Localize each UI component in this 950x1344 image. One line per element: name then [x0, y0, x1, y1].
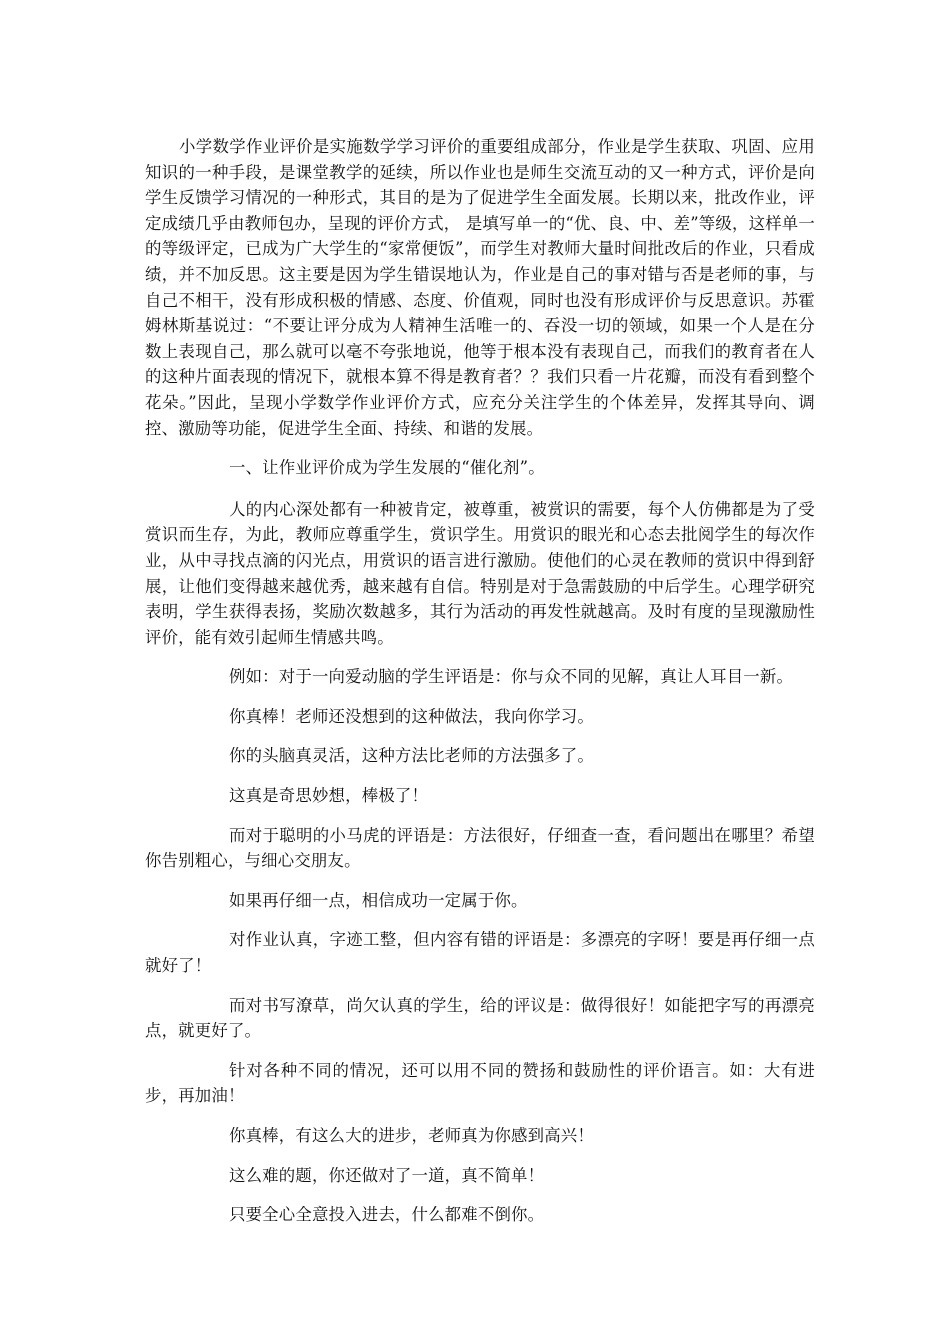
- example-paragraph: 如果再仔细一点，相信成功一定属于你。: [229, 890, 528, 910]
- body-paragraph: 人的内心深处都有一种被肯定，被尊重，被赏识的需要，每个人仿佛都是为了受赏识而生存，为此，教师应尊重学生，赏识学生。用赏识的眼光和心态去批阅学生的每次作业，从中寻找点滴的闪光点，用赏识的语言进行激励。使他们的心灵在教师的赏识中得到舒展，让他们变得越来越优秀，越来越有自信。特别是对于急需鼓励的中后学生。心理学研究表明，学生获得表扬，奖励次数越多，其行为活动的再发性就越高。及时有度的呈现激励性评价，能有效引起师生情感共鸣。: [145, 499, 815, 647]
- example-paragraph: 针对各种不同的情况，还可以用不同的赞扬和鼓励性的评价语言。如：大有进步，再加油！: [145, 1060, 815, 1106]
- example-paragraph: 你真棒，有这么大的进步，老师真为你感到高兴！: [229, 1126, 594, 1145]
- example-paragraph: 你真棒！老师还没想到的这种做法，我向你学习。: [229, 706, 594, 726]
- example-paragraph: 对作业认真，字迹工整，但内容有错的评语是：多漂亮的字呀！要是再仔细一点就好了！: [145, 930, 815, 976]
- example-paragraph: 而对于聪明的小马虎的评语是：方法很好，仔细查一查，看问题出在哪里？希望你告别粗心，与细心交朋友。: [145, 825, 815, 871]
- example-paragraph: 例如：对于一向爱动脑的学生评语是：你与众不同的见解，真让人耳目一新。: [229, 667, 794, 687]
- example-paragraph: 这真是奇思妙想，棒极了！: [229, 786, 429, 806]
- document-body: [145, 134, 815, 1228]
- example-paragraph: 只要全心全意投入进去，什么都难不倒你。: [229, 1205, 545, 1225]
- example-paragraph: 你的头脑真灵活，这种方法比老师的方法强多了。: [229, 746, 594, 766]
- section-heading: 一、让作业评价成为学生发展的“催化剂”。: [229, 458, 545, 478]
- example-paragraph: 这么难的题，你还做对了一道，真不简单！: [229, 1165, 545, 1185]
- intro-paragraph: 小学数学作业评价是实施数学学习评价的重要组成部分，作业是学生获取、巩固、应用知识的一种手段，是课堂教学的延续，所以作业也是师生交流互动的又一种方式，评价是向学生反馈学习情况的一种形式，其目的是为了促进学生全面发展。长期以来，批改作业，评定成绩几乎由教师包办，呈现的评价方式， 是填写单一的“优、良、中、差”等级，这样单一的等级评定，已成为广大学生的“家常便饭”，而学生对教师大量时间批改后的作业，只看成绩，并不加反思。这主要是因为学生错误地认为，作业是自己的事对错与否是老师的事，与自己不相干，没有形成积极的情感、态度、价值观，同时也没有形成评价与反思意识。苏霍姆林斯基说过：“不要让评分成为人精神生活唯一的、吞没一切的领域，如果一个人是在分数上表现自己，那么就可以毫不夸张地说，他等于根本没有表现自己，而我们的教育者在人的这种片面表现的情况下，就根本算不得是教育者？？我们只看一片花瓣，而没有看到整个花朵。”因此，呈现小学数学作业评价方式，应充分关注学生的个体差异，发挥其导向、调控、激励等功能，促进学生全面、持续、和谐的发展。: [145, 137, 815, 438]
- example-paragraph: 而对书写潦草，尚欠认真的学生，给的评议是：做得很好！如能把字写的再漂亮点，就更好了。: [145, 995, 815, 1041]
